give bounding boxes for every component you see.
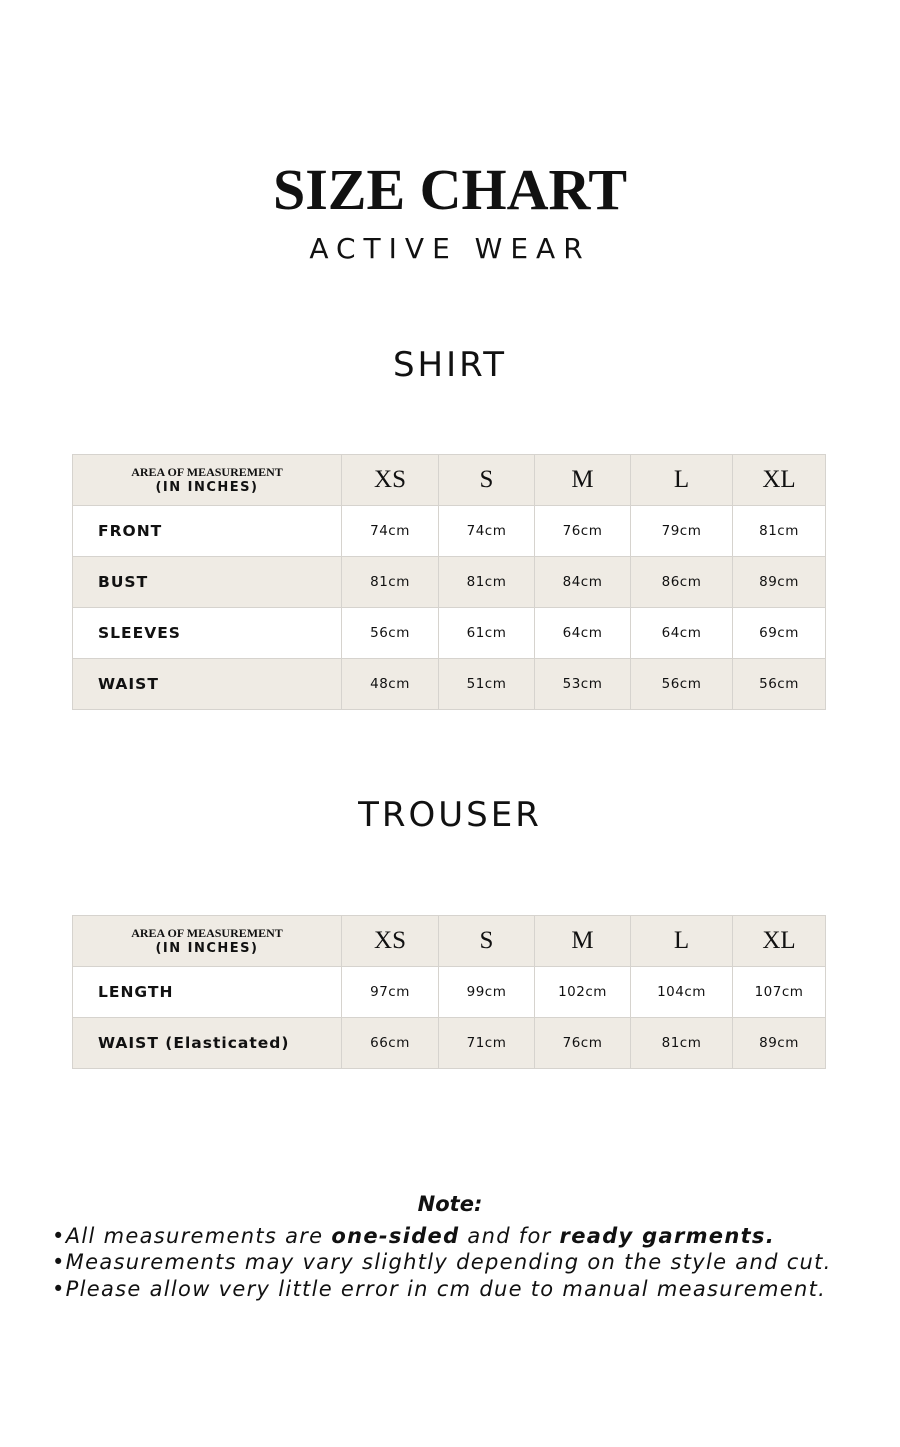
- area-header-line2: (IN INCHES): [155, 941, 259, 956]
- row-label: WAIST: [73, 659, 342, 710]
- shirt-header-row: [73, 455, 826, 506]
- table-row: [73, 1018, 826, 1069]
- note-bullet: •: [52, 1224, 66, 1248]
- note-emphasis: ready garments.: [559, 1224, 775, 1248]
- row-label: FRONT: [73, 506, 342, 557]
- table-cell: 61cm: [439, 608, 535, 659]
- table-cell: 74cm: [439, 506, 535, 557]
- row-label: SLEEVES: [73, 608, 342, 659]
- size-header-xl: XL: [733, 916, 826, 967]
- table-cell: 84cm: [535, 557, 631, 608]
- note-line-variation: •Measurements may vary slightly depending on the style and cut.: [52, 1250, 832, 1274]
- size-header-l: L: [631, 455, 733, 506]
- table-row: [73, 557, 826, 608]
- table-cell: 56cm: [342, 608, 439, 659]
- size-header-s: S: [439, 455, 535, 506]
- table-cell: 81cm: [733, 506, 826, 557]
- note-emphasis: one-sided: [331, 1224, 460, 1248]
- table-cell: 66cm: [342, 1018, 439, 1069]
- note-line-one-sided: [52, 1223, 892, 1250]
- note-heading: Note:: [417, 1192, 483, 1216]
- note-text: All measurements are: [65, 1224, 332, 1248]
- trouser-section-title: TROUSER: [358, 795, 542, 835]
- area-header-line1: AREA OF MEASUREMENT: [131, 926, 283, 940]
- table-cell: 107cm: [733, 967, 826, 1018]
- area-of-measurement-header: [73, 916, 342, 967]
- area-of-measurement-header: [73, 455, 342, 506]
- size-header-m: M: [535, 916, 631, 967]
- table-cell: 56cm: [631, 659, 733, 710]
- table-row: [73, 608, 826, 659]
- table-cell: 97cm: [342, 967, 439, 1018]
- table-cell: 53cm: [535, 659, 631, 710]
- note-text: and for: [459, 1224, 560, 1248]
- page-subtitle: ACTIVE WEAR: [309, 232, 591, 265]
- area-header-line1: AREA OF MEASUREMENT: [131, 465, 283, 479]
- table-cell: 76cm: [535, 506, 631, 557]
- table-cell: 64cm: [535, 608, 631, 659]
- table-cell: 79cm: [631, 506, 733, 557]
- table-cell: 74cm: [342, 506, 439, 557]
- size-header-xl: XL: [733, 455, 826, 506]
- row-label: WAIST (Elasticated): [73, 1018, 342, 1069]
- table-cell: 48cm: [342, 659, 439, 710]
- shirt-size-table: [72, 454, 826, 710]
- shirt-section-title: SHIRT: [392, 345, 508, 385]
- size-header-xs: XS: [342, 455, 439, 506]
- table-cell: 81cm: [631, 1018, 733, 1069]
- trouser-header-row: [73, 916, 826, 967]
- size-header-m: M: [535, 455, 631, 506]
- area-header-line2: (IN INCHES): [155, 480, 259, 495]
- table-row: [73, 659, 826, 710]
- table-cell: 76cm: [535, 1018, 631, 1069]
- size-header-l: L: [631, 916, 733, 967]
- note-line-error: •Please allow very little error in cm due to manual measurement.: [52, 1277, 827, 1301]
- table-cell: 86cm: [631, 557, 733, 608]
- size-header-xs: XS: [342, 916, 439, 967]
- table-cell: 64cm: [631, 608, 733, 659]
- trouser-size-table: [72, 915, 826, 1069]
- size-header-s: S: [439, 916, 535, 967]
- table-cell: 56cm: [733, 659, 826, 710]
- table-cell: 51cm: [439, 659, 535, 710]
- table-cell: 89cm: [733, 557, 826, 608]
- table-cell: 99cm: [439, 967, 535, 1018]
- table-cell: 102cm: [535, 967, 631, 1018]
- table-cell: 71cm: [439, 1018, 535, 1069]
- table-cell: 104cm: [631, 967, 733, 1018]
- table-cell: 81cm: [342, 557, 439, 608]
- table-row: [73, 506, 826, 557]
- row-label: LENGTH: [73, 967, 342, 1018]
- table-row: [73, 967, 826, 1018]
- page-title: SIZE CHART: [272, 157, 628, 222]
- table-cell: 69cm: [733, 608, 826, 659]
- row-label: BUST: [73, 557, 342, 608]
- table-cell: 81cm: [439, 557, 535, 608]
- table-cell: 89cm: [733, 1018, 826, 1069]
